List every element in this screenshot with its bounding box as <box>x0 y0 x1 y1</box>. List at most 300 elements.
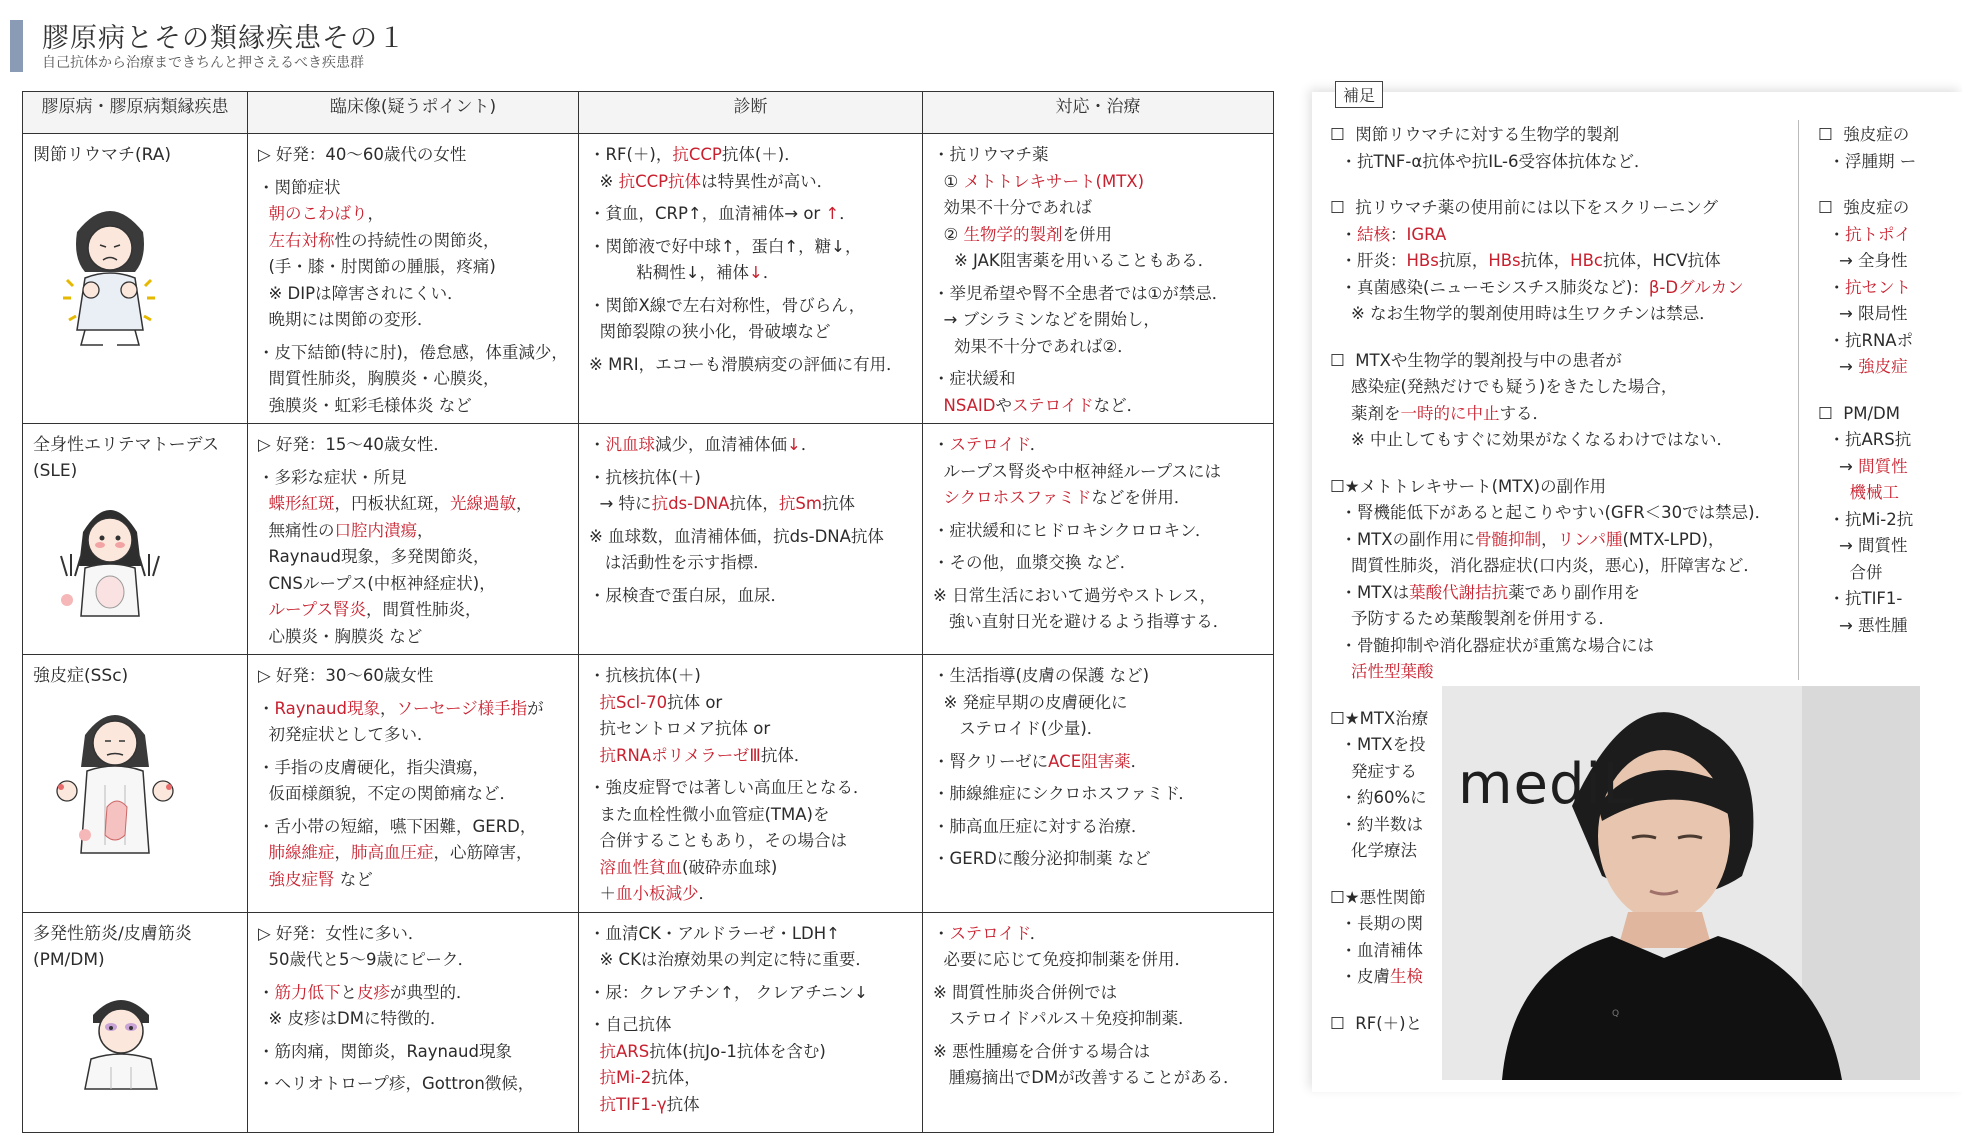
body-text: ・ <box>933 435 950 454</box>
medil-logo: mediL <box>1458 752 1635 817</box>
body-text: ・抗RNAポ <box>1818 330 1914 350</box>
body-text: ． <box>762 263 780 282</box>
text-line <box>1330 348 1800 375</box>
body-text: ▷ 好発：40〜60歳代の女性 <box>258 145 467 164</box>
table-row-sle <box>23 424 1274 655</box>
body-text: ☐ 関節リウマチに対する生物学的製剤 <box>1330 125 1620 144</box>
text-line <box>258 571 572 598</box>
text-line <box>258 142 572 169</box>
text-line <box>933 518 1267 545</box>
highlight-text: HBs <box>1406 251 1439 270</box>
text-line <box>1330 374 1800 401</box>
body-text: 抗体，HCV抗体 <box>1602 251 1721 270</box>
text-line <box>1818 560 1928 587</box>
body-text <box>258 204 269 223</box>
body-text: ※ なお生物学的製剤使用時は生ワクチンは禁忌． <box>1330 304 1716 323</box>
patient-joint-pain-illustration <box>55 180 165 350</box>
clinical-cell <box>248 424 579 655</box>
body-text: ・強皮症腎では著しい高血圧となる． <box>589 778 870 797</box>
body-text: また血栓性微小血管症(TMA)を <box>589 804 830 824</box>
body-text: ・尿：クレアチン↑， クレアチニン↓ <box>589 982 868 1002</box>
body-text: 合併することもあり，その場合は <box>589 831 847 850</box>
body-text: ・抗ARS抗 <box>1818 430 1912 449</box>
text-line <box>1818 301 1928 328</box>
body-text: ． <box>839 204 856 223</box>
highlight-text: 抗Mi-2 <box>599 1068 652 1087</box>
text-line <box>589 319 916 346</box>
highlight-text: 生物学的製剤 <box>963 224 1063 244</box>
text-line <box>258 1006 572 1033</box>
body-text: 抗体(＋)． <box>721 145 801 164</box>
body-text <box>589 746 600 765</box>
body-text: 発症する <box>1330 761 1417 781</box>
text-line <box>589 690 916 717</box>
text-line <box>933 485 1267 512</box>
body-text: ・ <box>258 982 275 1002</box>
body-text: 抗体， <box>651 1068 701 1087</box>
body-text: ・腎機能低下があると起こりやすい(GFR＜30では禁忌)． <box>1330 503 1772 522</box>
highlight-text: 抗セント <box>1845 277 1911 297</box>
text-line <box>258 432 572 459</box>
body-text <box>258 870 269 889</box>
text-line <box>589 201 916 228</box>
highlight-text: 皮疹 <box>357 982 390 1002</box>
patient-pm-dm-illustration <box>61 979 181 1089</box>
body-text: など． <box>1093 395 1144 415</box>
body-text: ・ <box>1330 224 1357 244</box>
body-text: や <box>995 395 1012 415</box>
highlight-text: 抗CCP <box>672 145 722 164</box>
block-spacer <box>1818 381 1928 401</box>
table-row-ra <box>23 134 1274 424</box>
highlight-text: 抗CCP抗体 <box>618 171 702 191</box>
highlight-text: 抗Sm <box>778 494 822 513</box>
table-header-row <box>23 92 1274 134</box>
block-spacer <box>1330 328 1800 348</box>
body-text: が <box>527 698 544 718</box>
body-text: 抗セントロメア抗体 or <box>589 719 771 738</box>
body-text: 強膜炎・虹彩毛様体炎 など <box>258 395 472 415</box>
body-text <box>589 693 600 712</box>
body-text: ☐★MTX治療 <box>1330 708 1429 728</box>
clinical-cell <box>248 655 579 913</box>
body-text: ☐ 強皮症の <box>1818 125 1910 144</box>
body-text: ・抗核抗体(＋) <box>589 666 701 685</box>
text-line <box>1818 122 1928 149</box>
body-text <box>258 494 269 513</box>
highlight-text: 蝶形紅斑 <box>268 494 335 513</box>
body-text: ・RF(＋)， <box>589 145 673 164</box>
highlight-text: NSAID <box>943 395 996 415</box>
body-text: 50歳代と5〜9歳にピーク． <box>258 950 475 969</box>
text-line <box>1330 474 1800 501</box>
highlight-text: 結核 <box>1357 224 1390 244</box>
text-line <box>589 293 916 320</box>
body-text <box>258 231 269 250</box>
text-line <box>589 663 916 690</box>
highlight-text: 肺線維症 <box>268 843 335 862</box>
body-text: (破砕赤血球) <box>682 857 778 877</box>
body-text: ・ <box>1818 277 1845 297</box>
body-text: ② <box>933 224 964 244</box>
text-line <box>589 583 916 610</box>
highlight-text: ↑ <box>825 204 840 223</box>
body-text: が典型的． <box>390 982 473 1002</box>
body-text: → 限局性 <box>1818 304 1908 323</box>
text-line <box>589 1012 916 1039</box>
text-line <box>258 840 572 867</box>
text-line <box>933 716 1267 743</box>
text-line <box>1818 401 1928 428</box>
body-text: ・ヘリオトロープ疹，Gottron徴候， <box>258 1074 535 1093</box>
text-line <box>589 234 916 261</box>
text-line <box>589 260 916 287</box>
body-text: 抗体(抗Jo-1抗体を含む) <box>649 1041 826 1061</box>
text-line <box>1330 195 1800 222</box>
body-text: ・ <box>258 698 275 718</box>
body-text: ☐ 抗リウマチ薬の使用前には以下をスクリーニング <box>1330 198 1718 217</box>
body-text: ステロイド(少量)． <box>933 719 1104 738</box>
highlight-text: 筋力低下 <box>274 982 341 1002</box>
highlight-text: 光線過敏 <box>450 494 516 513</box>
body-text: ・抗核抗体(＋) <box>589 467 701 487</box>
text-line <box>1330 500 1800 527</box>
body-text: ， <box>516 494 533 513</box>
body-text: ※ 間質性肺炎合併例では <box>933 982 1118 1002</box>
text-line <box>933 1039 1267 1066</box>
header-treatment: 対応・治療 <box>923 92 1274 134</box>
text-line <box>933 609 1267 636</box>
highlight-text: ↓ <box>787 435 801 454</box>
body-text: 予防するため葉酸製剤を併用する． <box>1330 609 1615 628</box>
body-text <box>933 488 944 507</box>
text-line <box>1818 275 1928 302</box>
body-text: ・抗リウマチ薬 <box>933 145 1049 164</box>
highlight-text: 抗ARS <box>599 1041 650 1061</box>
text-line <box>1818 480 1928 507</box>
text-line <box>589 743 916 770</box>
patient-ssc-illustration <box>45 695 185 855</box>
text-line <box>933 583 1267 610</box>
body-text: ・GERDに酸分泌抑制薬 など <box>933 849 1151 868</box>
body-text: ． <box>1130 751 1148 771</box>
text-line <box>1818 222 1928 249</box>
body-text: ・ <box>1818 224 1845 244</box>
table-row-ssc <box>23 655 1274 913</box>
body-text: 抗体 <box>821 494 855 513</box>
page-subtitle: 自己抗体から治療まできちんと押さえるべき疾患群 <box>42 55 364 71</box>
text-line <box>1330 122 1800 149</box>
body-text: ・約半数は <box>1330 814 1423 834</box>
text-line <box>1330 248 1800 275</box>
highlight-text: 抗TIF1-γ <box>599 1094 667 1114</box>
text-line <box>589 465 916 492</box>
text-line <box>589 524 916 551</box>
highlight-text: 強皮症腎 <box>268 869 335 889</box>
text-line <box>1330 301 1800 328</box>
header-diagnosis: 診断 <box>579 92 923 134</box>
text-line <box>589 1065 916 1092</box>
text-line <box>1818 328 1928 355</box>
text-line <box>258 307 572 334</box>
highlight-text: 活性型葉酸 <box>1350 662 1434 681</box>
text-line <box>933 1006 1267 1033</box>
text-line <box>933 663 1267 690</box>
highlight-text: 抗トポイ <box>1845 224 1911 244</box>
body-text: ・生活指導(皮膚の保護 など) <box>933 666 1150 685</box>
text-line <box>589 716 916 743</box>
text-line <box>933 334 1267 361</box>
highlight-text: 左右対称 <box>268 230 335 250</box>
treatment-cell <box>923 912 1274 1132</box>
text-line <box>1818 507 1928 534</box>
text-line <box>933 690 1267 717</box>
body-text <box>589 858 600 877</box>
text-line <box>258 1039 572 1066</box>
text-line <box>933 366 1267 393</box>
text-line <box>258 663 572 690</box>
highlight-text: シクロホスファミド <box>943 488 1092 507</box>
body-text: ・皮下結節(特に肘)，倦怠感，体重減少， <box>258 342 568 362</box>
block-spacer <box>1330 454 1800 474</box>
body-text: → 特に <box>589 494 652 513</box>
text-line <box>258 947 572 974</box>
body-text: 抗体． <box>760 745 811 765</box>
disease-name: 関節リウマチ(RA) <box>33 145 172 165</box>
body-text <box>589 1042 600 1061</box>
body-text: ※ MRI，エコーも滑膜病変の評価に有用． <box>589 354 903 374</box>
highlight-text: 葉酸代謝拮抗 <box>1409 582 1509 602</box>
body-text: ☐ MTXや生物学的製剤投与中の患者が <box>1330 350 1622 370</box>
text-line <box>258 201 572 228</box>
body-text: ・約60%に <box>1330 788 1427 807</box>
body-text: ． <box>1029 923 1047 943</box>
disease-table <box>22 91 1274 1133</box>
body-text: ・MTXの副作用に <box>1330 529 1476 549</box>
highlight-text: β-Dグルカン <box>1648 277 1744 297</box>
highlight-text: Raynaud現象 <box>274 698 380 718</box>
highlight-text: IGRA <box>1406 224 1447 244</box>
body-text: 合併 <box>1818 562 1883 582</box>
text-line <box>258 867 572 894</box>
body-text: ・肺高血圧症に対する治療． <box>933 816 1148 836</box>
text-line <box>933 1065 1267 1092</box>
body-text: ・肝炎： <box>1330 251 1407 270</box>
body-text: ，心筋障害， <box>433 843 533 862</box>
body-text: ☐ 強皮症の <box>1818 198 1910 217</box>
body-text: 初発症状として多い． <box>258 725 434 744</box>
body-text: ・皮膚 <box>1330 967 1390 986</box>
text-line <box>589 550 916 577</box>
body-text <box>258 843 269 862</box>
body-text: は特異性が高い． <box>701 171 834 191</box>
body-text: 抗原， <box>1438 251 1489 270</box>
diagnosis-cell <box>579 655 923 913</box>
block-spacer <box>1818 175 1928 195</box>
body-text: ． <box>800 435 818 454</box>
body-text: ： <box>1390 224 1407 244</box>
body-text: ・血清補体 <box>1330 940 1423 960</box>
text-line <box>258 755 572 782</box>
title-accent-bar <box>10 20 23 72</box>
text-line <box>933 749 1267 776</box>
body-text: ① <box>933 171 964 191</box>
body-text: ☐ PM/DM <box>1818 403 1900 423</box>
text-line <box>933 459 1267 486</box>
body-text: ・挙児希望や腎不全患者では①が禁忌． <box>933 283 1229 303</box>
body-text: 抗体 or <box>667 692 723 712</box>
body-text: など <box>334 869 373 889</box>
text-line <box>933 947 1267 974</box>
body-text: 心膜炎・胸膜炎 など <box>258 626 423 646</box>
disease-cell <box>23 424 248 655</box>
body-text: ☐★悪性関節 <box>1330 887 1426 907</box>
body-text: ・肺線維症にシクロホスファミド． <box>933 784 1195 803</box>
text-line <box>589 352 916 379</box>
body-text: を併用 <box>1062 224 1113 244</box>
text-line <box>933 142 1267 169</box>
body-text: ， <box>334 843 351 862</box>
disease-cell <box>23 134 248 424</box>
supplement-tag: 補足 <box>1335 81 1383 108</box>
highlight-text: 機械工 <box>1849 483 1899 502</box>
text-line <box>589 775 916 802</box>
body-text: ・関節液で好中球↑，蛋白↑，糖↓， <box>589 236 862 256</box>
body-text: ループス腎炎や中枢神経ループスには <box>933 461 1222 481</box>
text-line <box>1330 149 1800 176</box>
text-line <box>589 1092 916 1119</box>
highlight-text: 肺高血圧症 <box>351 843 434 862</box>
treatment-cell <box>923 655 1274 913</box>
body-text: 化学療法 <box>1330 841 1417 860</box>
text-line <box>1330 580 1800 607</box>
body-text: ☐★メトトレキサート(MTX)の副作用 <box>1330 476 1607 496</box>
text-line <box>258 491 572 518</box>
body-text: ． <box>1029 435 1047 454</box>
body-text: ・抗Mi-2抗 <box>1818 509 1914 529</box>
highlight-text: ステロイド <box>1011 395 1094 415</box>
disease-cell <box>23 655 248 913</box>
body-text: ・浮腫期 ー <box>1818 151 1917 171</box>
text-line <box>258 340 572 367</box>
body-text: 強い直射日光を避けるよう指導する． <box>933 612 1230 631</box>
text-line <box>933 846 1267 873</box>
body-text: 効果不十分であれば②． <box>933 336 1134 356</box>
text-line <box>258 980 572 1007</box>
highlight-text: 一時的に中止 <box>1400 403 1500 423</box>
clinical-cell <box>248 912 579 1132</box>
body-text: などを併用． <box>1091 488 1191 507</box>
body-text: ，円板状紅斑， <box>334 494 450 513</box>
text-line <box>1330 527 1800 554</box>
diagnosis-cell <box>579 912 923 1132</box>
text-line <box>258 175 572 202</box>
body-text: 抗体， <box>1520 251 1571 270</box>
body-text: 減少，血清補体価 <box>655 435 787 454</box>
text-line <box>933 195 1267 222</box>
highlight-text: 溶血性貧血 <box>599 857 682 877</box>
text-line <box>1330 222 1800 249</box>
disease-name: 強皮症(SSc) <box>33 666 129 686</box>
body-text: CNSループス(中枢神経症状)， <box>258 573 496 593</box>
disease-cell <box>23 912 248 1132</box>
body-text: ・筋肉痛，関節炎，Raynaud現象 <box>258 1041 512 1061</box>
text-line <box>589 142 916 169</box>
body-text: ・自己抗体 <box>589 1015 672 1034</box>
text-line <box>933 307 1267 334</box>
body-text: は活動性を示す指標． <box>589 553 770 572</box>
text-line <box>1818 427 1928 454</box>
presenter-video-frame <box>1442 686 1920 1080</box>
body-text: ※ CKは治療効果の判定に特に重要． <box>589 950 872 969</box>
text-line <box>258 624 572 651</box>
body-text: ※ 日常生活において過労やストレス， <box>933 585 1217 605</box>
body-text <box>933 396 944 415</box>
text-line <box>933 432 1267 459</box>
body-text <box>1818 483 1849 502</box>
highlight-text: メトトレキサート(MTX) <box>963 171 1145 191</box>
body-text: ， <box>379 698 397 718</box>
supplement-right-column <box>1818 122 1928 639</box>
highlight-text: ステロイド <box>949 435 1030 454</box>
clinical-cell <box>248 134 579 424</box>
text-line <box>589 855 916 882</box>
text-line <box>1330 659 1800 686</box>
text-line <box>1818 354 1928 381</box>
text-line <box>589 169 916 196</box>
body-text: ※ 皮疹はDMに特徴的． <box>258 1009 447 1028</box>
body-text: 性の持続性の関節炎， <box>334 230 500 250</box>
body-text: ，間質性肺炎， <box>366 600 482 619</box>
text-line <box>258 696 572 723</box>
text-line <box>933 781 1267 808</box>
text-line <box>933 281 1267 308</box>
body-text: ・多彩な症状・所見 <box>258 467 407 487</box>
text-line <box>589 947 916 974</box>
text-line <box>589 491 916 518</box>
text-line <box>1330 606 1800 633</box>
text-line <box>1330 427 1800 454</box>
body-text: 晩期には関節の変形． <box>258 310 434 329</box>
body-text: ▷ 好発：30〜60歳女性 <box>258 666 434 685</box>
body-text: ・真菌感染(ニューモシスチス肺炎など)： <box>1330 277 1649 297</box>
body-text: → ブシラミンなどを開始し， <box>933 310 1160 329</box>
text-line <box>589 828 916 855</box>
body-text: 薬であり副作用を <box>1508 582 1641 602</box>
text-line <box>933 980 1267 1007</box>
diagnosis-cell <box>579 424 923 655</box>
body-text: ☐ RF(＋)と <box>1330 1013 1423 1033</box>
body-text: 関節裂隙の狭小化，骨破壊など <box>589 322 831 341</box>
diagnosis-cell <box>579 134 923 424</box>
text-line <box>933 921 1267 948</box>
highlight-text: 汎血球 <box>605 435 655 454</box>
supplement-column-divider <box>1798 120 1799 680</box>
presenter-webcam <box>1442 686 1920 1080</box>
body-text: 必要に応じて免疫抑制薬を併用． <box>933 950 1191 969</box>
body-text: (手・膝・肘関節の腫脹，疼痛) <box>258 257 496 276</box>
highlight-text: 抗Scl-70 <box>599 692 668 712</box>
body-text <box>589 1068 600 1087</box>
highlight-text: 強皮症 <box>1858 357 1908 376</box>
highlight-text: 骨髄抑制 <box>1475 529 1542 549</box>
text-line <box>258 921 572 948</box>
body-text: ※ <box>589 171 619 191</box>
treatment-cell <box>923 424 1274 655</box>
text-line <box>1818 613 1928 640</box>
text-line <box>258 254 572 281</box>
body-text: 無痛性の <box>258 520 335 540</box>
